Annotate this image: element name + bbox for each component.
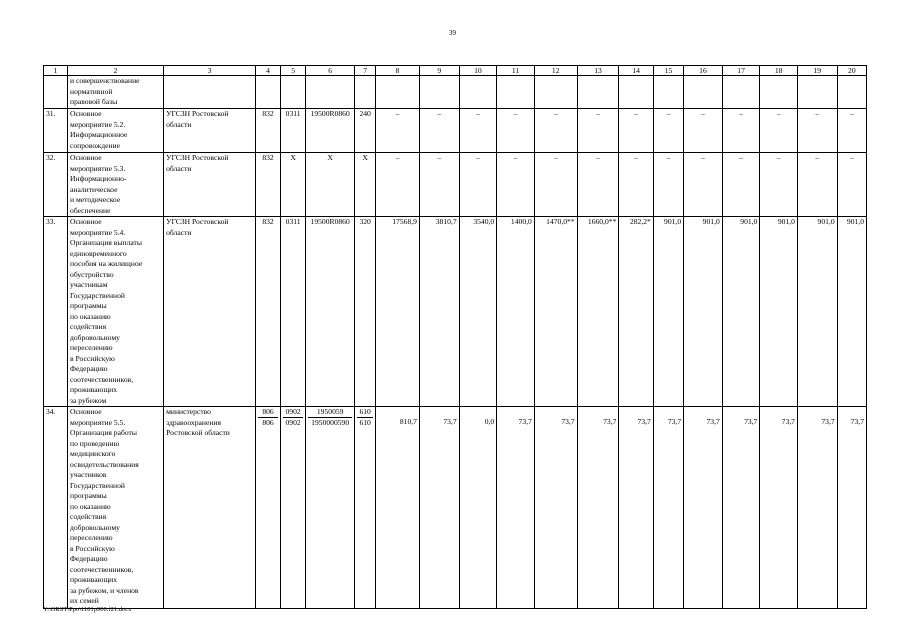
- table-row: [44, 407, 867, 609]
- row-number: 33.: [44, 217, 68, 407]
- value-cell: 3810,7: [419, 217, 459, 407]
- code-grbs: 806 806: [256, 407, 281, 609]
- value-cell: –: [760, 153, 798, 217]
- value-cell: –: [376, 109, 420, 153]
- value-cell: 1400,0: [497, 217, 535, 407]
- header-cell: 18: [760, 66, 798, 76]
- header-cell: 1: [44, 66, 68, 76]
- value-cell: –: [619, 109, 653, 153]
- value-cell: –: [837, 109, 866, 153]
- value-cell: 73,7: [419, 407, 459, 609]
- value-cell: 73,7: [684, 407, 723, 609]
- value-cell: 73,7: [653, 407, 683, 609]
- value-cell: –: [534, 153, 577, 217]
- value-cell: –: [684, 153, 723, 217]
- header-cell: 2: [68, 66, 164, 76]
- value-cell: –: [760, 109, 798, 153]
- value-cell: 73,7: [760, 407, 798, 609]
- table-row: [44, 109, 867, 153]
- header-cell: 9: [419, 66, 459, 76]
- value-cell: –: [497, 153, 535, 217]
- value-cell: 282,2*: [619, 217, 653, 407]
- measure-name: Основное мероприятие 5.5. Организация работы по проведению медицинского освидетельствования участников Государственной программы по оказанию содействия добровольному переселению в Российскую Федерацию соотечественников, проживающих за рубежом, и членов их семей: [68, 407, 164, 609]
- code-grbs: 832: [256, 109, 281, 153]
- value-cell: 73,7: [837, 407, 866, 609]
- header-cell: 20: [837, 66, 866, 76]
- value-cell: 1660,0**: [577, 217, 619, 407]
- value-cell: –: [837, 153, 866, 217]
- measure-name: Основное мероприятие 5.2. Информационное сопровождение: [68, 109, 164, 153]
- value-cell: –: [497, 109, 535, 153]
- header-cell: 17: [722, 66, 760, 76]
- header-cell: 14: [619, 66, 653, 76]
- table-row: [44, 217, 867, 407]
- row-number: 31.: [44, 109, 68, 153]
- value-cell: 810,7: [376, 407, 420, 609]
- budget-table: [43, 65, 867, 609]
- executor: УГСЗН Ростовской области: [164, 153, 256, 217]
- code-vr: 320: [355, 217, 376, 407]
- value-cell: 901,0: [797, 217, 837, 407]
- measure-name: и совершенствование нормативной правовой базы: [68, 76, 164, 109]
- code-csr: 1950059 1950000590: [306, 407, 355, 609]
- value-cell: –: [419, 153, 459, 217]
- value-cell: 73,7: [722, 407, 760, 609]
- value-cell: –: [534, 109, 577, 153]
- value-cell: –: [459, 153, 497, 217]
- value-cell: 901,0: [722, 217, 760, 407]
- value-cell: –: [376, 153, 420, 217]
- header-cell: 12: [534, 66, 577, 76]
- value-cell: 901,0: [653, 217, 683, 407]
- code-vr: 240: [355, 109, 376, 153]
- value-cell: 73,7: [619, 407, 653, 609]
- measure-name: Основное мероприятие 5.4. Организация выплаты единовременного пособия на жилищное обустройство участникам Государственной программы по оказанию содействия добровольному переселению в Российскую Федерацию соотечественников, проживающих за рубежом: [68, 217, 164, 407]
- code-rzpr: 0311: [281, 109, 306, 153]
- header-cell: 15: [653, 66, 683, 76]
- value-cell: –: [684, 109, 723, 153]
- value-cell: –: [797, 109, 837, 153]
- header-cell: 19: [797, 66, 837, 76]
- header-cell: 3: [164, 66, 256, 76]
- value-cell: –: [653, 153, 683, 217]
- value-cell: 901,0: [684, 217, 723, 407]
- code-vr: Х: [355, 153, 376, 217]
- header-cell: 11: [497, 66, 535, 76]
- header-cell: 13: [577, 66, 619, 76]
- row-number: 32.: [44, 153, 68, 217]
- code-grbs: 832: [256, 153, 281, 217]
- code-rzpr: 0311: [281, 217, 306, 407]
- code-rzpr: 0902 0902: [281, 407, 306, 609]
- value-cell: –: [722, 153, 760, 217]
- file-path-footer: Y:\ORST\Ppo\1101p900.f21.docx: [43, 606, 132, 613]
- executor: министерство здравоохранения Ростовской области: [164, 407, 256, 609]
- code-grbs: 832: [256, 217, 281, 407]
- code-csr: 19500R0860: [306, 217, 355, 407]
- value-cell: 73,7: [534, 407, 577, 609]
- row-number: 34.: [44, 407, 68, 609]
- value-cell: 1470,0**: [534, 217, 577, 407]
- value-cell: –: [797, 153, 837, 217]
- code-csr: Х: [306, 153, 355, 217]
- header-cell: 16: [684, 66, 723, 76]
- header-cell: 8: [376, 66, 420, 76]
- header-row: [44, 66, 867, 76]
- measure-name: Основное мероприятие 5.3. Информационно- аналитическое и методическое обеспечение: [68, 153, 164, 217]
- table-row: [44, 153, 867, 217]
- value-cell: 3540,0: [459, 217, 497, 407]
- header-cell: 7: [355, 66, 376, 76]
- value-cell: –: [619, 153, 653, 217]
- value-cell: 73,7: [797, 407, 837, 609]
- table-row: [44, 76, 867, 109]
- header-cell: 10: [459, 66, 497, 76]
- code-vr: 610 610: [355, 407, 376, 609]
- value-cell: 901,0: [837, 217, 866, 407]
- value-cell: 17568,9: [376, 217, 420, 407]
- value-cell: 901,0: [760, 217, 798, 407]
- value-cell: –: [577, 109, 619, 153]
- value-cell: –: [722, 109, 760, 153]
- header-cell: 4: [256, 66, 281, 76]
- value-cell: –: [419, 109, 459, 153]
- executor: УГСЗН Ростовской области: [164, 109, 256, 153]
- value-cell: 73,7: [497, 407, 535, 609]
- value-cell: –: [459, 109, 497, 153]
- value-cell: –: [577, 153, 619, 217]
- executor: УГСЗН Ростовской области: [164, 217, 256, 407]
- header-cell: 5: [281, 66, 306, 76]
- code-csr: 19500R0860: [306, 109, 355, 153]
- value-cell: 0,0: [459, 407, 497, 609]
- code-rzpr: Х: [281, 153, 306, 217]
- value-cell: 73,7: [577, 407, 619, 609]
- header-cell: 6: [306, 66, 355, 76]
- page-number: 39: [449, 29, 456, 37]
- value-cell: –: [653, 109, 683, 153]
